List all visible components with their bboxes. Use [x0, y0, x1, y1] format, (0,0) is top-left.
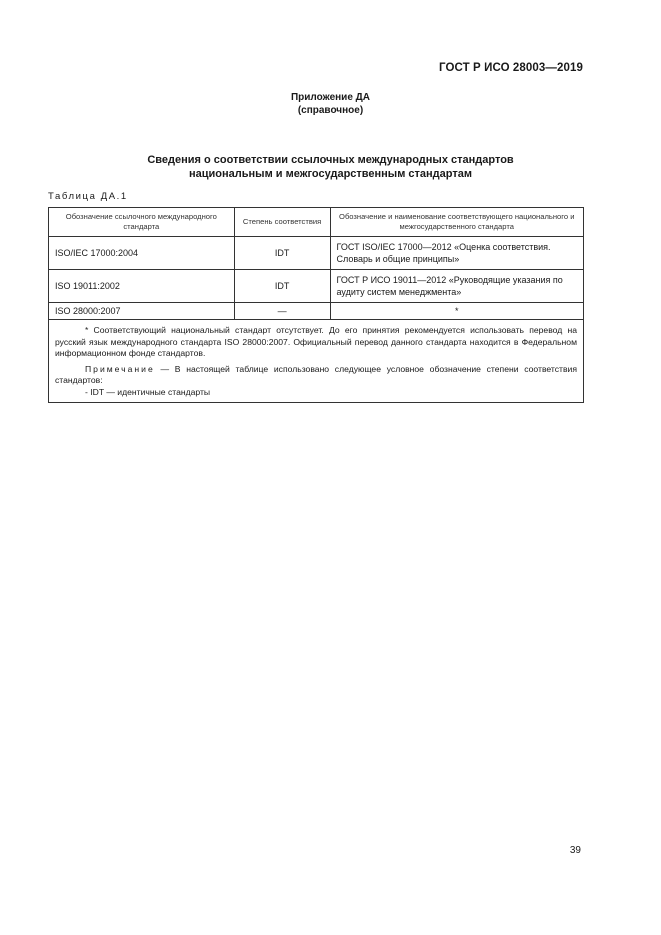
cell-degree: — — [234, 303, 330, 320]
note-list-item: - IDT — идентичные стандарты — [85, 386, 211, 397]
table-notes-row — [49, 320, 584, 403]
table-notes — [49, 320, 584, 403]
column-header-degree: Степень соответствия — [234, 208, 330, 237]
table-row — [49, 237, 584, 270]
table-caption: Таблица ДА.1 — [48, 191, 128, 202]
appendix-subtitle: (справочное) — [297, 105, 364, 116]
correspondence-table — [48, 207, 584, 403]
cell-intl: ISO/IEC 17000:2004 — [49, 237, 235, 270]
section-title-line-1: Сведения о соответствии ссылочных международных стандартов — [147, 154, 514, 166]
appendix-title: Приложение ДА — [290, 92, 371, 103]
note-label: Примечание — [85, 363, 155, 374]
cell-national: * — [330, 303, 584, 320]
table-row — [49, 303, 584, 320]
appendix-heading — [0, 91, 661, 117]
note-text: — В настоящей таблице использовано следующее условное обозначение степени соответствия стандартов: — [55, 363, 577, 385]
table-footnote: * Соответствующий национальный стандарт отсутствует. До его принятия рекомендуется использовать перевод на русский язык международного стандарта ISO 28000:2007. Официальный перевод данного стандарта находится в Федеральном информационном фонде стандартов. — [55, 325, 577, 358]
table-note — [55, 364, 577, 387]
cell-intl: ISO 19011:2002 — [49, 270, 235, 303]
document-code: ГОСТ Р ИСО 28003—2019 — [438, 62, 583, 74]
table-header-row — [49, 208, 584, 237]
page-number: 39 — [569, 845, 581, 856]
column-header-intl: Обозначение ссылочного международного стандарта — [49, 208, 235, 237]
cell-national: ГОСТ Р ИСО 19011—2012 «Руководящие указания по аудиту систем менеджмента» — [330, 270, 584, 303]
section-title-line-2: национальным и межгосударственным стандартам — [189, 168, 472, 180]
cell-national: ГОСТ ISO/IEC 17000—2012 «Оценка соответствия. Словарь и общие принципы» — [330, 237, 584, 270]
cell-degree: IDT — [234, 270, 330, 303]
table-row — [49, 270, 584, 303]
column-header-national: Обозначение и наименование соответствующего национального и межгосударственного стандарта — [330, 208, 584, 237]
section-title — [0, 153, 661, 181]
cell-degree: IDT — [234, 237, 330, 270]
cell-intl: ISO 28000:2007 — [49, 303, 235, 320]
